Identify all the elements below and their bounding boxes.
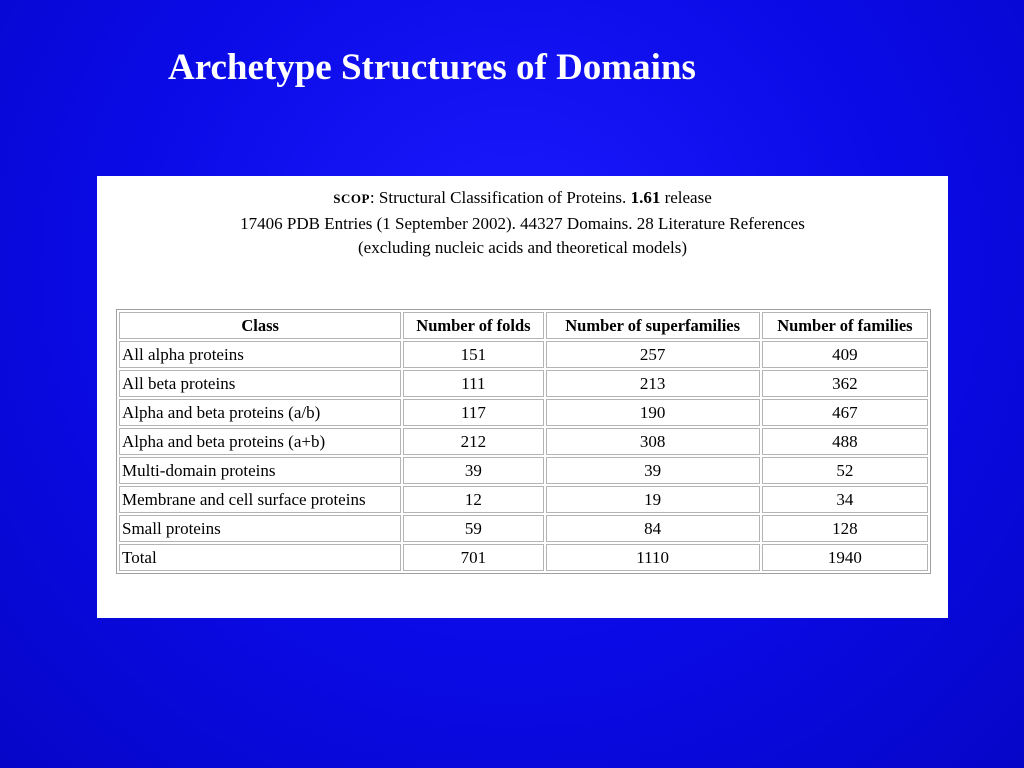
cell-class: Membrane and cell surface proteins [119,486,401,513]
cell-superfamilies: 213 [546,370,760,397]
cell-families: 467 [762,399,928,426]
cell-families: 362 [762,370,928,397]
cell-folds: 212 [403,428,543,455]
cell-class: Small proteins [119,515,401,542]
scop-description: : Structural Classification of Proteins. [369,188,631,207]
table-row [119,399,928,426]
cell-class: Multi-domain proteins [119,457,401,484]
header-line-2: 17406 PDB Entries (1 September 2002). 44327 Domains. 28 Literature References [240,213,805,233]
cell-folds: 701 [403,544,543,571]
cell-superfamilies: 1110 [546,544,760,571]
cell-folds: 151 [403,341,543,368]
table-row [119,428,928,455]
header-line-1 [97,186,948,212]
cell-superfamilies: 190 [546,399,760,426]
cell-superfamilies: 84 [546,515,760,542]
column-header-superfamilies: Number of superfamilies [546,312,760,339]
column-header-class: Class [119,312,401,339]
cell-class: All alpha proteins [119,341,401,368]
cell-folds: 111 [403,370,543,397]
cell-class: Alpha and beta proteins (a+b) [119,428,401,455]
cell-folds: 59 [403,515,543,542]
column-header-families: Number of families [762,312,928,339]
table-row [119,457,928,484]
cell-families: 34 [762,486,928,513]
table-row [119,341,928,368]
column-header-folds: Number of folds [403,312,543,339]
cell-class: Total [119,544,401,571]
cell-families: 1940 [762,544,928,571]
scop-header [97,186,948,261]
scop-label: SCOP [333,191,370,206]
table-row [119,370,928,397]
cell-folds: 39 [403,457,543,484]
scop-class-table [116,309,931,574]
cell-superfamilies: 19 [546,486,760,513]
table-header-row [119,312,928,339]
cell-families: 52 [762,457,928,484]
cell-families: 128 [762,515,928,542]
release-word: release [660,188,712,207]
cell-superfamilies: 39 [546,457,760,484]
cell-folds: 117 [403,399,543,426]
release-number: 1.61 [630,188,661,207]
cell-superfamilies: 257 [546,341,760,368]
cell-families: 409 [762,341,928,368]
cell-families: 488 [762,428,928,455]
table-row-total [119,544,928,571]
header-line-3: (excluding nucleic acids and theoretical models) [357,238,687,257]
cell-class: Alpha and beta proteins (a/b) [119,399,401,426]
table-row [119,486,928,513]
scop-statistics-panel [97,176,948,618]
cell-class: All beta proteins [119,370,401,397]
cell-folds: 12 [403,486,543,513]
table-row [119,515,928,542]
cell-superfamilies: 308 [546,428,760,455]
slide-title: Archetype Structures of Domains [168,47,696,88]
